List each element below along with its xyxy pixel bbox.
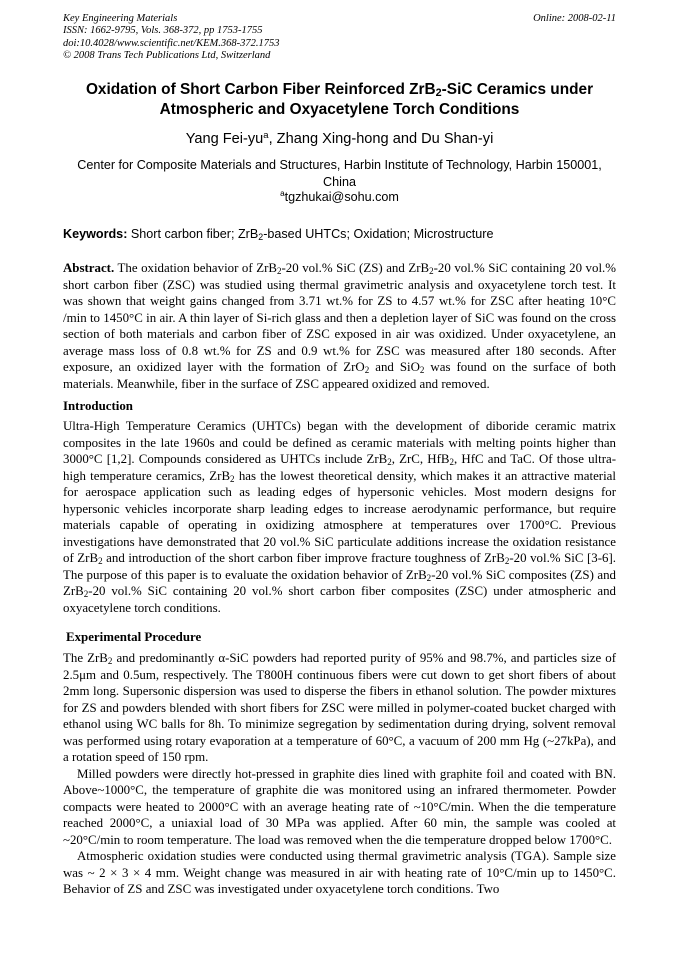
journal-name: Key Engineering Materials: [63, 13, 178, 24]
issn-line: ISSN: 1662-9795, Vols. 368-372, pp 1753-1755: [63, 25, 263, 37]
online-date: Online: 2008-02-11: [533, 13, 616, 24]
experimental-paragraph-2: Milled powders were directly hot-pressed in graphite dies lined with graphite foil and coated with BN. Above~1000°C, the temperature of graphite die was monitored using an infrared thermometer. Powder compacts were heated to 2000°C with an average heating rate of ~10°C/min. When the die temperature reached 2000°C, a uniaxial load of 30 MPa was applied. After 60 min, the sample was cooled at ~20°C/min to room temperature. The load was removed when the die temperature dropped below 1700°C.: [63, 766, 616, 847]
copyright-line: © 2008 Trans Tech Publications Ltd, Switzerland: [63, 50, 271, 62]
abstract: Abstract. The oxidation behavior of ZrB$_2$-20 vol.% SiC (ZS) and ZrB$_2$-20 vol.% SiC containing 20 vol.% short carbon fiber (ZSC) was studied using thermal gravimetric analysis and oxyacetylene torch test. It was shown that weight gains changed from 3.71 wt.% for ZS to 4.57 wt.% for ZSC after heating 10°C /min to 1450°C in air. A thin layer of Si-rich glass and then a depletion layer of SiC was found on the cross section of both materials and carbon fiber of ZSC exposed in air was oxidized. Under oxyacetylene, an average mass loss of 0.8 wt.% for ZS and 0.9 wt.% for ZSC was measured after 180 seconds. After exposure, an oxidized layer with the formation of ZrO$_2$ and SiO$_2$ was found on the surface of both materials. Meanwhile, fiber in the surface of ZSC appeared oxidized and removed.: [63, 261, 616, 391]
affiliation: Center for Composite Materials and Structures, Harbin Institute of Technology, Harbin 150001, China: [77, 158, 602, 189]
experimental-heading: Experimental Procedure: [66, 630, 202, 644]
introduction-heading: Introduction: [63, 399, 133, 413]
experimental-text: [63, 650, 616, 898]
paper-title: Oxidation of Short Carbon Fiber Reinforced ZrB$_2$-SiC Ceramics under Atmospheric and Oxyacetylene Torch Conditions: [85, 81, 594, 118]
experimental-paragraph-1: The ZrB$_2$ and predominantly α-SiC powders had reported purity of 95% and 98.7%, and particles size of 2.5μm and 0.5um, respectively. The T800H continuous fibers were cut down to get short fibers of about 2mm long. Supersonic dispersion was used to disperse the fibers in ethanol solution. The powder mixtures for ZS and powders blended with short fibers for ZSC were milled in polymer-coated bucket charged with ethanol using WC balls for 8h. To minimize segregation by sedimentation during drying, solvent removal was performed using rotary evaporation at a temperature of 60°C, a vacuum of 200 mm Hg (~27kPa), and a rotation speed of 150 rpm.: [63, 651, 617, 764]
introduction-text: Ultra-High Temperature Ceramics (UHTCs) began with the development of diboride ceramic matrix composites in the late 1960s and could be defined as ceramic materials with melting points higher than 3000°C [1,2]. Compounds considered as UHTCs include ZrB$_2$, ZrC, HfB$_2$, HfC and TaC. Of those ultra-high temperature ceramics, ZrB$_2$ has the lowest theoretical density, which makes it an attractive material for aerospace application such as leading edges of hypersonic vehicles. Most modern designs for hypersonic vehicles incorporate sharp leading edges to increase aerodynamic performance, but require materials capable of operating in oxidizing atmosphere at temperatures over 1700°C. Previous investigations have demonstrated that 20 vol.% SiC particulate additions increase the oxidation resistance of ZrB$_2$ and introduction of the short carbon fiber improve fracture toughness of ZrB$_2$-20 vol.% SiC [3-6]. The purpose of this paper is to evaluate the oxidation behavior of ZrB$_2$-20 vol.% SiC composites (ZS) and ZrB$_2$-20 vol.% SiC containing 20 vol.% short carbon fiber composites (ZSC) under atmospheric and oxyacetylene torch conditions.: [63, 419, 617, 615]
abstract-label: Abstract.: [63, 261, 115, 275]
doi-line: doi:10.4028/www.scientific.net/KEM.368-372.1753: [63, 37, 280, 49]
keywords-label: Keywords:: [63, 227, 128, 241]
author-email: $^a$tgzhukai@sohu.com: [280, 189, 399, 204]
experimental-paragraph-3: Atmospheric oxidation studies were conducted using thermal gravimetric analysis (TGA). Sample size was ~ 2 × 3 × 4 mm. Weight change was measured in air with heating rate of 10°C/min up to 1450°C. Behavior of ZS and ZSC was investigated under oxyacetylene torch conditions. Two: [63, 849, 616, 896]
author-list: Yang Fei-$yu^a$, Zhang Xing-hong and Du Shan-yi: [185, 130, 494, 147]
journal-header: [63, 13, 616, 63]
keywords: Keywords: Short carbon fiber; ZrB$_2$-based UHTCs; Oxidation; Microstructure: [63, 227, 494, 242]
